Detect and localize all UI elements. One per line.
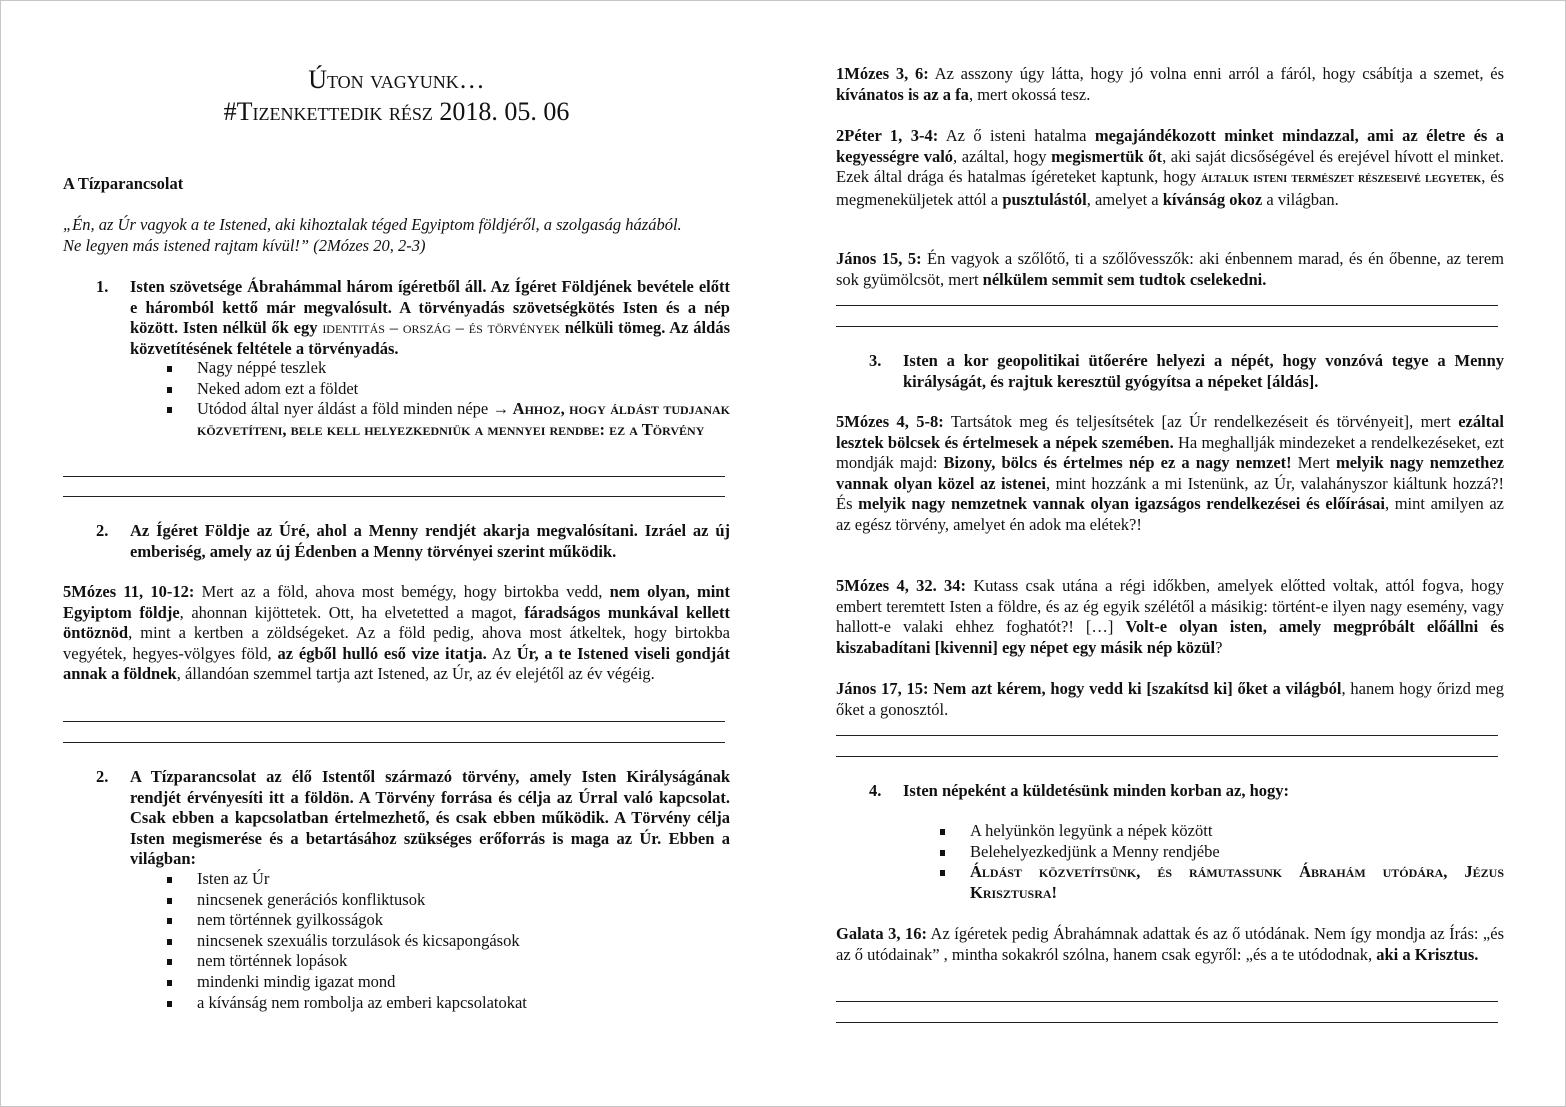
numbered-point-4 [836, 781, 1504, 802]
verse-text: , amelyet a [1086, 189, 1163, 209]
square-bullet-icon [940, 850, 945, 856]
bullet-list-kingdom [63, 869, 730, 1013]
verse-emphasis: kívánság okoz [1162, 189, 1263, 209]
list-item [836, 842, 1504, 863]
bullet-list-mission [836, 821, 1504, 903]
verse-emphasis: fáradságos munkával kellett öntöznöd [63, 602, 730, 643]
list-item [63, 951, 730, 972]
verse-text: , aki saját dicsőségével és erejével hívott el minket. Ezek által drága és hatalmas ígéreteket kaptunk, hogy [836, 146, 1505, 187]
verse-text: , és megmeneküljetek attól a [836, 167, 1504, 209]
verse-reference: Galata 3, 16: [836, 924, 927, 943]
title-line-1: Úton vagyunk… [308, 65, 485, 94]
square-bullet-icon [167, 407, 172, 413]
verse-emphasis: Úr, a te Istened viseli gondját annak a földnek [63, 643, 730, 684]
point-number: 1. [96, 277, 109, 296]
list-item-text: nincsenek szexuális torzulások és kicsapongások [197, 930, 520, 950]
square-bullet-icon [167, 366, 172, 372]
verse-reference: 5Mózes 4, 5-8: [836, 412, 944, 431]
numbered-point-2 [63, 521, 730, 562]
square-bullet-icon [167, 939, 172, 945]
note-line [836, 1001, 1498, 1002]
square-bullet-icon [167, 980, 172, 986]
verse-5mozes-11 [63, 582, 730, 685]
verse-emphasis: nem olyan, mint Egyiptom földje [63, 582, 730, 622]
bullet-list-promises [63, 358, 730, 440]
note-line [63, 496, 725, 497]
square-bullet-icon [167, 1001, 172, 1007]
list-item [63, 890, 730, 911]
square-bullet-icon [167, 387, 172, 393]
list-item [63, 399, 730, 440]
verse-janos-15 [836, 249, 1504, 290]
verse-5mozes-4-5-8 [836, 412, 1504, 536]
verse-emphasis: melyik nagy nemzetnek vannak olyan igazságos rendelkezései és előírásai [858, 494, 1385, 514]
list-item [63, 379, 730, 400]
arrow-right-icon: → [492, 399, 510, 419]
verse-emphasis: az égből hulló eső vize itatja. [277, 643, 487, 663]
verse-text: Mert [1291, 453, 1336, 473]
point-text: Isten népeként a küldetésünk minden korban az, hogy: [903, 781, 1289, 800]
verse-text: a világban. [1262, 189, 1339, 209]
point-text-part: Isten szövetsége Ábrahámmal három ígéretből áll. Az Ígéret Földjének bevétele előtt e háromból kettő már megvalósult. A törvényadás szövetségkötés Isten és a nép között. Isten nélkül ők egy [130, 277, 730, 338]
note-line [836, 735, 1498, 736]
verse-reference: 5Mózes 11, 10-12: [63, 582, 195, 601]
point-text-part: nélküli tömeg. Az áldás közvetítésének feltétele a törvényadás. [130, 318, 730, 358]
verse-text: , azáltal, hogy [953, 146, 1052, 166]
verse-reference: 1Mózes 3, 6: [836, 64, 929, 83]
square-bullet-icon [167, 959, 172, 965]
verse-emphasis: megajándékozott minket mindazzal, ami az életre és a kegyességre való [836, 126, 1504, 166]
point-text: Isten a kor geopolitikai ütőerére helyezi a népét, hogy vonzóvá tegye a Menny királyságát, és rajtuk keresztül gyógyítsa a népeket [áldás]. [903, 351, 1504, 391]
list-item-text: Neked adom ezt a földet [197, 378, 359, 398]
numbered-point-3 [63, 767, 730, 870]
verse-text: ? [1215, 637, 1223, 657]
list-item [63, 931, 730, 952]
verse-emphasis: ezáltal lesztek bölcsek és értelmesek a népek szemében. [836, 412, 1505, 452]
document-title [63, 64, 730, 128]
verse-text: Az [486, 643, 517, 663]
verse-text: , mint a kertben a zöldségeket. Az a föld pedig, ahova most átkeltek, hogy birtokba vegyétek, hegyes-völgyes föld, [63, 623, 730, 663]
verse-text: Mert az a föld, ahova most bemégy, hogy birtokba vedd, [194, 582, 610, 601]
point-number: 3. [869, 351, 882, 370]
list-item-text: nincsenek generációs konfliktusok [197, 889, 426, 909]
numbered-point-3 [836, 351, 1504, 392]
note-line [63, 721, 725, 722]
point-number: 4. [869, 781, 882, 800]
verse-emphasis: nélkülem semmit sem tudtok cselekedni. [982, 269, 1267, 289]
list-item-text: Isten az Úr [197, 869, 270, 888]
note-line [836, 1022, 1498, 1023]
square-bullet-icon [940, 870, 945, 876]
point-text: Az Ígéret Földje az Úré, ahol a Menny rendjét akarja megvalósítani. Izráel az új emberiség, amely az új Édenben a Menny törvényei szerint működik. [130, 521, 730, 561]
verse-text: , mint amilyen az az egész törvény, amelyet én adok ma elétek?! [836, 494, 1504, 534]
note-line [836, 305, 1498, 306]
point-number: 2. [96, 521, 109, 540]
square-bullet-icon [940, 829, 945, 835]
numbered-point-1 [63, 277, 730, 359]
verse-text: Ha meghallják mindezeket a rendelkezéseket, ezt mondják majd: [836, 432, 1504, 473]
list-item-text: Utódod által nyer áldást a föld minden népe [197, 399, 493, 419]
list-item-text: Nagy néppé teszlek [197, 358, 327, 377]
verse-emphasis: pusztulástól [1002, 189, 1087, 209]
verse-emphasis: Nem azt kérem, hogy vedd ki [szakítsd ki] őket a világból [928, 679, 1342, 698]
list-item [63, 358, 730, 379]
list-item-smallcaps: Ahhoz, hogy áldást tudjanak közvetíteni, bele kell helyezkedniük a mennyei rendbe: ez a Törvény [197, 399, 731, 439]
verse-galata-3 [836, 924, 1504, 965]
verse-5mozes-4-32 [836, 576, 1504, 658]
verse-text: , mert okossá tesz. [968, 84, 1091, 104]
section-heading: A Tízparancsolat [63, 174, 184, 193]
point-number: 2. [96, 767, 109, 786]
verse-smallcaps: általuk isteni természet részeseivé legyetek [1201, 171, 1482, 187]
verse-2peter-1 [836, 126, 1504, 210]
verse-text: Az ígéretek pedig Ábrahámnak adattak és az ő utódának. Nem így mondja az Írás: „és az ő utódainak” , mintha sokakról szólna, hanem csak egyről: „és a te utódodnak, [836, 924, 1504, 964]
verse-text: , ahonnan kijöttetek. Ott, ha elvetetted a magot, [179, 602, 525, 622]
verse-emphasis: megismertük őt [1051, 146, 1163, 166]
list-item [836, 821, 1504, 842]
title-line-2: #Tizenkettedik rész 2018. 05. 06 [223, 97, 570, 126]
verse-text: , mint hozzánk a mi Istenünk, az Úr, valahányszor kiáltunk hozzá?! És [836, 473, 1504, 514]
point-text-smallcaps: identitás – ország – és törvények [322, 318, 560, 338]
list-item-text: nem történnek gyilkosságok [197, 910, 384, 930]
list-item-text: mindenki mindig igazat mond [197, 971, 396, 991]
list-item-text: A helyünkön legyünk a népek között [970, 821, 1213, 840]
note-line [63, 476, 725, 477]
quote-line-2: Ne legyen más istened rajtam kívül!” (2Mózes 20, 2-3) [63, 235, 426, 255]
square-bullet-icon [167, 918, 172, 924]
list-item-text: nem történnek lopások [197, 951, 348, 971]
verse-reference: 2Péter 1, 3-4: [836, 126, 939, 145]
verse-emphasis: Volt-e olyan isten, amely megpróbált előállni és kiszabadítani [kivenni] egy népet egy másik nép közül [836, 617, 1505, 657]
verse-1mozes-3 [836, 64, 1504, 105]
verse-text: Tartsátok meg és teljesítsétek [az Úr rendelkezéseit és törvényeit], mert [943, 412, 1459, 431]
point-text: A Tízparancsolat az élő Istentől származó törvény, amely Isten Királyságának rendjét érvényesíti itt a földön. A Törvény forrása és célja az Úrral való kapcsolat. Csak ebben a kapcsolatban értelmezhető, és csak ebben működik. A Törvény célja Isten megismerése és a betartásához szükséges erőforrás is maga az Úr. Ebben a világban: [130, 767, 730, 869]
opening-quote [63, 215, 730, 256]
point-text [130, 277, 730, 359]
list-item-text: Belehelyezkedjünk a Menny rendjébe [970, 841, 1220, 861]
verse-janos-17 [836, 679, 1504, 720]
verse-emphasis: melyik nagy nemzethez vannak olyan közel az istenei [836, 453, 1504, 493]
verse-reference: János 15, 5: [836, 249, 922, 268]
verse-emphasis: aki a Krisztus. [1376, 944, 1479, 964]
square-bullet-icon [167, 877, 172, 883]
verse-text: Én vagyok a szőlőtő, ti a szőlővesszők: aki énbennem marad, és én őbenne, az terem sok gyümölcsöt, mert [836, 249, 1504, 289]
list-item-text: a kívánság nem rombolja az emberi kapcsolatokat [197, 992, 527, 1012]
verse-text: Az ő isteni hatalma [938, 126, 1095, 145]
note-line [836, 756, 1498, 757]
verse-text: , állandóan szemmel tartja azt Istened, az Úr, az év elejétől az év végéig. [176, 664, 655, 684]
verse-emphasis: kívánatos is az a fa [836, 84, 969, 104]
verse-text: , hanem hogy őrizd meg őket a gonosztól. [836, 679, 1505, 719]
list-item [63, 910, 730, 931]
list-item [63, 993, 730, 1014]
note-line [836, 326, 1498, 327]
verse-text: Kutass csak utána a régi időkben, amelyek előtted voltak, attól fogva, hogy embert teremtett Isten a földre, és az ég egyik szélétől a másikig: történt-e ilyen nagy esemény, vagy hallott-e valaki ehhez foghatót?! […] [836, 576, 1504, 637]
list-item [63, 972, 730, 993]
verse-reference: 5Mózes 4, 32. 34: [836, 576, 967, 595]
list-item [836, 862, 1504, 903]
verse-text: Az asszony úgy látta, hogy jó volna enni arról a fáról, hogy csábítja a szemet, és [928, 64, 1505, 83]
list-item [63, 869, 730, 890]
note-line [63, 742, 725, 743]
list-item-smallcaps: Áldást közvetítsünk, és rámutassunk Ábrahám utódára, Jézus Krisztusra! [970, 862, 1504, 902]
verse-emphasis: Bizony, bölcs és értelmes nép ez a nagy nemzet! [943, 453, 1292, 473]
square-bullet-icon [167, 898, 172, 904]
verse-reference: János 17, 15: [836, 679, 929, 698]
quote-line-1: „Én, az Úr vagyok a te Istened, aki kihoztalak téged Egyiptom földjéről, a szolgaság házából. [63, 215, 682, 234]
